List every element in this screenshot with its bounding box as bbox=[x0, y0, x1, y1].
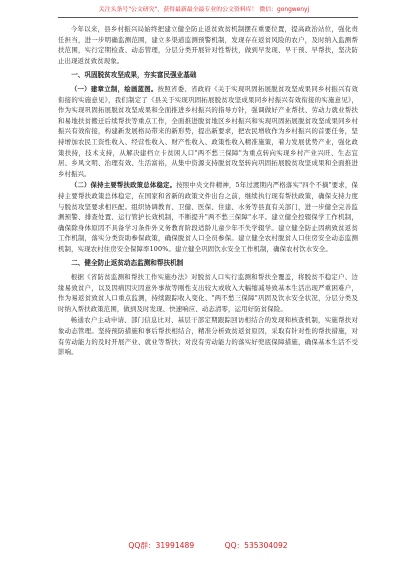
paragraph-policy-stability-text: 按照中央文件精神，5年过渡期内严格落实"四个不摘"要求，保持主要帮扶政策总体稳定，在国家和省新的政策文件出台之前，继续执行现有帮扶政策，确保支持力度与脱贫攻坚要求相匹配。组织协调教育、卫健、医保、住建、水务等县直有关部门，进一步健全完善监测预警、排查处置、运行管护长效机制，不断提升"两不愁三保障"水平。建立健全控辍保学工作机制，确保除身体原因不具备学习条件外义务教育阶段适龄儿童少年不失学辍学。建立健全防止因病致贫返贫工作机制，落实分类资助参保政策，确保脱贫人口全员参保。建立健全农村脱贫人口住房安全动态监测机制，实现农村住房安全保障率100%。建立健全巩固饮水安全工作机制，确保农村饮水安全。 bbox=[58, 181, 358, 253]
qq-number-text: QQ：535304092 bbox=[224, 541, 288, 550]
promo-banner: 关注头条号"公文研究"，获得最新最全最专业的公文资料库！ 微信：gongwenyj bbox=[98, 7, 310, 13]
qq-group-text: QQ群：31991489 bbox=[128, 541, 195, 550]
subheading-policy-stability: （二）保持主要帮扶政策总体稳定。 bbox=[70, 181, 177, 190]
section-heading-2: 二、健全防止返贫动态监测和帮扶机制 bbox=[71, 259, 184, 268]
paragraph-monitoring: 根据《省防贫监测和帮扶工作实施办法》对脱贫人口实行监测和帮扶全覆盖，将脱贫不稳定户、边缘易致贫户，以及因病因灾因意外事故等刚性支出较大或收入大幅缩减导致基本生活出现严重困难户，作为易返贫致贫人口重点监测，持续跟踪收入变化、"两不愁三保障"巩固及饮水安全状况，分层分类及时纳入帮扶政策范围，做到及时发现、快速响应、动态清零，运用好防贫保险。 bbox=[58, 273, 358, 313]
paragraph-dynamic-management: 畅通农户主动申请、部门信息比对、基层干部定期跟踪回访相结合的发现和核查机制，实施帮扶对象动态管理。坚持预防措施和事后帮扶相结合，精准分析致贫返贫原因，采取有针对性的帮扶措施，对有劳动能力的及时开展产业、就业等帮扶；对没有劳动能力的落实好兜底保障措施，确保基本生活不受影响。 bbox=[58, 316, 358, 357]
intro-paragraph: 今年以来，县乡村振兴局始终把建立健全防止返贫致贫机制摆在重要位置，提高政治站位，强化责任担当，进一步明确监测范围，建立多渠道监测预警机制，发现存在返贫风险的农户，及时纳入监测帮扶范围，实行定期检查、动态管理，分层分类开展针对性帮扶，做到早发现、早干预、早帮扶，坚决防止出现返贫致贫现象。 bbox=[58, 25, 358, 65]
paragraph-policy-stability bbox=[58, 180, 358, 254]
paragraph-policy-blueprint-text: 按照省委、省政府《关于实现巩固拓展脱贫攻坚成果同乡村振兴有效衔接的实施意见》，我们制定了《县关于实现巩固拓展脱贫攻坚成果同乡村振兴有效衔接的实施意见》，作为实现巩固拓展脱贫攻坚成果和全面推进乡村振兴的指导方针，强调做好产业帮扶、劳动力就业帮扶和易地扶贫搬迁后续帮扶等重点工作，全面推进脱贫地区乡村振兴和实现巩固拓展脱贫攻坚成果同乡村振兴有效衔接，构建新发展格局带来的新形势，提出新要求，把农民增收作为乡村振兴的首要任务，坚持增加农民工资性收入、经营性收入、财产性收入、政策性收入精准施策，着力发展优势产业，强化政策扶持，技术支持，从解决建档立卡贫困人口"两不愁三保障"为重点转向实现乡村产业兴旺、生态宜居、乡风文明、治理有效、生活富裕，从集中资源支持脱贫攻坚转向巩固拓展脱贫攻坚成果和全面推进乡村振兴。 bbox=[58, 84, 358, 178]
document-body bbox=[58, 24, 358, 524]
contact-footer bbox=[58, 540, 358, 552]
section-heading-1: 一、巩固脱贫攻坚成果，夯实富民强业基础 bbox=[71, 71, 197, 80]
subheading-policy-blueprint: （一）建章立制，绘画蓝图。 bbox=[70, 84, 158, 93]
paragraph-policy-blueprint bbox=[58, 84, 358, 179]
header-rule bbox=[58, 17, 358, 18]
